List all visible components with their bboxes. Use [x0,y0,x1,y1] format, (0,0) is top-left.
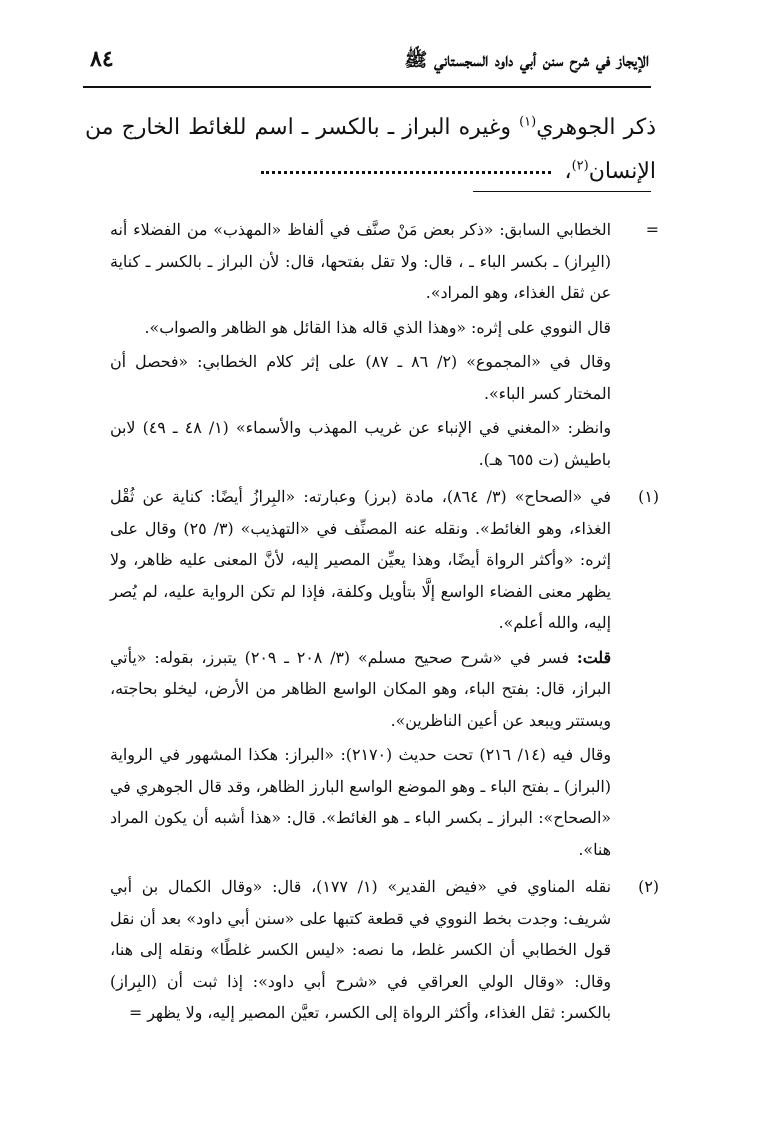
footnote-paragraph: وانظر: «المغني في الإنباء عن غريب المهذب والأسماء» (١/ ٤٨ ـ ٤٩) لابن باطيش (ت ٦٥٥ هـ). [110,418,612,469]
footnote-paragraph [110,642,611,737]
footnote-continuation [110,214,659,475]
footnote-1 [110,481,659,865]
qult-text: فسر في «شرح صحيح مسلم» (٣/ ٢٠٨ ـ ٢٠٩) يتبرز، بقوله: «يأتي البراز، قال: بفتح الباء، وهو المكان الواسع الظاهر من الأرض، ليخلو بحاجته، ويستتر ويبعد عن أعين الناظرين». [110,647,611,730]
running-title: الإيجاز في شرح سنن أبي داود السجستاني ﷺ [404,49,649,71]
footnote-ref-1: (١) [519,114,537,130]
main-text-part2: وغيره البراز ـ بالكسر ـ اسم للغائط الخارج من الإنسان [85,115,656,184]
footnote-separator [473,191,651,192]
footnote-paragraph: وقال في «المجموع» (٢/ ٨٦ ـ ٨٧) على إثر كلام الخطابي: «فحصل أن المختار كسر الباء». [110,352,612,403]
page-number: ٨٤ [90,46,114,72]
footnote-paragraph: قال النووي على إثره: «وهذا الذي قاله هذا القائل هو الظاهر والصواب». [144,317,611,337]
footnote-ref-2: (٢) [571,158,589,174]
header-divider [83,86,651,88]
qult-lead: قلت: [576,647,611,667]
footnote-paragraph: نقله المناوي في «فيض القدير» (١/ ١٧٧)، قال: «وقال الكمال بن أبي شريف: وجدت بخط النووي في قطعة كتبها على «سنن أبي داود» بعد أن نقل قول الخطابي أن الكسر غلط، ما نصه: «ليس الكسر غلطًا» ونقله إلى هنا، وقال: «وقال الولي العراقي في «شرح أبي داود»: إذا ثبت أن (البِراز) بالكسر: ثقل الغذاء، وأكثر الرواة إلى الكسر، تعيَّن المصير إليه، ولا يظهر = [110,877,612,1022]
footnote-paragraph: الخطابي السابق: «ذكر بعض مَنْ صنَّف في ألفاظ «المهذب» من الفضلاء أنه (البِراز) ـ بكسر الباء ـ ، قال: ولا تقل بفتحها، قال: لأن البراز ـ بالكسر ـ كناية عن ثقل الغذاء، وهو المراد». [110,220,611,302]
dotted-leader [261,171,551,174]
footnote-2-marker: (٢) [638,877,659,896]
main-text [85,106,656,194]
footnotes [110,214,659,1032]
main-text-part3: ، [557,159,572,184]
main-text-part1: ذكر الجوهري [536,115,656,140]
footnote-1-marker: (١) [638,487,659,506]
continuation-marker: = [645,220,659,239]
footnote-paragraph: وقال فيه (١٤/ ٢١٦) تحت حديث (٢١٧٠): «البراز: هكذا المشهور في الرواية (البراز) ـ بفتح الباء ـ وهو الموضع الواسع البارز الظاهر، وقد قال الجوهري في «الصحاح»: البراز ـ بكسر الباء ـ هو الغائط». قال: «هذا أشبه أن يكون المراد هنا». [110,745,611,859]
running-header [90,40,649,80]
footnote-2 [110,871,659,1029]
footnote-paragraph: في «الصحاح» (٣/ ٨٦٤)، مادة (برز) وعبارته: «البِرازُ أيضًا: كناية عن ثُقْل الغذاء، وهو الغائط». ونقله عنه المصنِّف في «التهذيب» (٣/ ٢٥) وقال على إثره: «وأكثر الرواة أيضًا، وهذا يعيِّن المصير إليه، لأنَّ المعنى عليه ظاهر، ولا يظهر معنى الفضاء الواسع إلَّا بتأويل وكلفة، فإذا لم تكن الرواية عليه، لم يُصر إليه، والله أعلم». [110,487,611,632]
